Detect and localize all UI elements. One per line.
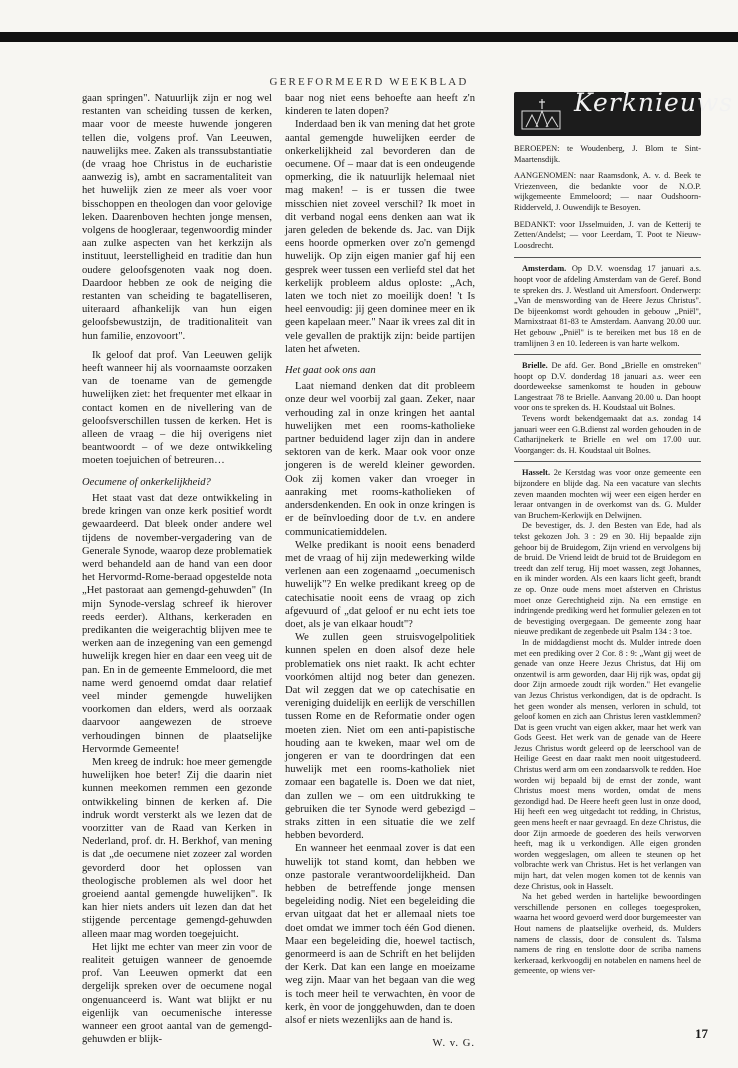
running-header: GEREFORMEERD WEEKBLAD <box>269 76 469 88</box>
section-heading: Oecumene of onkerkelijkheid? <box>82 476 211 488</box>
paragraph: Laat niemand denken dat dit probleem onze deur wel voorbij zal gaan. Zeker, naar verhouding zal in onze kringen het aantal huwelijken met een rooms-katholieke partner beduidend lager zijn dan in andere sektoren van de kerk. Maar ook voor onze jongeren is de wereld kleiner geworden. Ook zij komen vaker dan vroeger in aanraking met rooms-katholieken of andersdenkenden. En ook in onze kringen is er de beïnvloeding door de t.v. en andere communicatiemiddelen. <box>285 381 475 538</box>
news-text: De afd. Ger. Bond „Brielle en omstreken" hoopt op D.V. donderdag 18 januari a.s. weer een doordeweekse samenkomst te houden in gebouw Langestraat 78 te Brielle. Aanvang 20.00 u. Dan hoopt voor ons te spreken ds. H. Koudstaal uit Bolnes. <box>514 361 701 413</box>
news-item: AANGENOMEN: naar Raamsdonk, A. v. d. Beek te Vriezenveen, die bedankte voor de N.O.P. wijkgemeente Emmeloord; — naar Oudshoorn-Ridderveld, J. Ouwendijk te Besoyen. <box>514 171 701 212</box>
place-name: Amsterdam. <box>522 264 567 274</box>
kerknieuws-column <box>514 88 734 977</box>
divider <box>514 461 701 462</box>
news-item <box>514 361 701 414</box>
paragraph: Het staat vast dat deze ontwikkeling in brede kringen van onze kerk positief wordt gewaardeerd. Dat bleek onder andere wel tijdens de november-vergadering van de Generale Synode, waarop deze problematiek werd behandeld aan de hand van een door het Hervormd-Rome-beraad opgestelde nota „Het pastoraat aan gemengd-gehuwden" (In mijn Synode-verslag schreef ik hierover reeds eerder). Althans, kerkeraden en predikanten die weigerachtig blijven mee te werken aan de inzegening van een gemengd huwelijk kregen hier en daar een veeg uit de pan. En in de gemeente Emmeloord, die met name werd genoemd omdat daar relatief veel minder gemengde huwelijken voorkomen dan elders, werd als oorzaak daarvoor aangewezen de stroeve verhoudingen binnen de plaatselijke Hervormde Gemeente! <box>82 492 272 755</box>
paragraph: baar nog niet eens behoefte aan heeft z'n kinderen te laten dopen? <box>285 93 475 118</box>
section-heading: Het gaat ook ons aan <box>285 365 376 377</box>
news-text: 2e Kerstdag was voor onze gemeente een bijzondere en blijde dag. Na een vacature van slechts zeven maanden mochten wij weer een eigen herder en leraar ontvangen in de overkomst van ds. G. Mulder van Bruchem-Kerkwijk en Delwijnen. <box>514 468 702 520</box>
kerknieuws-banner <box>514 88 734 136</box>
paragraph: Het lijkt me echter van meer zin voor de realiteit getuigen wanneer de genoemde prof. Van Leeuwen opmerkt dat een dergelijk spreken over de oecumene nogal ongenuanceerd is. Want wat blijkt er nu eigenlijk van oecumenische interesse wanneer een groot aantal van de gemengd-gehuwden er blijk- <box>82 941 272 1046</box>
top-rule <box>0 32 738 42</box>
author-signature: W. v. G. <box>432 1038 475 1050</box>
place-name: Brielle. <box>522 361 548 371</box>
divider <box>514 257 701 258</box>
paragraph: Welke predikant is nooit eens benaderd met de vraag of hij zijn medewerking wilde verlenen aan een zogenaamd „oecumenisch huwelijk"? En welke predikant kreeg op de catechisatie nooit eens de vraag op zich afgevuurd of „dat geloof er nu echt iets toe doet, als je van elkaar houdt"? <box>285 539 475 630</box>
news-item: BEROEPEN: te Woudenberg, J. Blom te Sint-Maartensdijk. <box>514 144 701 164</box>
news-text: Op D.V. woensdag 17 januari a.s. hoopt voor de afdeling Amsterdam van de Geref. Bond te spreken drs. J. Westland uit Amersfoort. Onderwerp: „Van de menswording van de Heere Jezus Christus". De bijeenkomst wordt gehouden in gebouw „Pniël", Marnixstraat 81-83 te Amsterdam. Aanvang 20.00 uur. Het gebouw „Pniël" is te bereiken met bus 18 en de tramlijnen 3 en 10. Iedereen is van harte welkom. <box>514 264 701 348</box>
page-number: 17 <box>695 1026 708 1041</box>
paragraph: We zullen geen struisvogelpolitiek kunnen spelen en doen alsof deze hele problematiek ons niet raakt. Ik acht echter voorkómen altijd nog beter dan genezen. Dat wil zeggen dat we op catechisatie en vereniging duidelijk en eerlijk de verschillen tussen Rome en de Reformatie onder ogen moeten zien. Niet om een anti-papistische houding aan te kweken, maar wel om de jongeren er van te doordringen dat een huwelijk met een rooms-katholiek niet zomaar een bagatelle is. Doen we dat niet, dan zullen we – om een uitdrukking te gebruiken die ter Synode werd gebezigd – straks zitten in een situatie die we zelf hebben bevorderd. <box>285 632 475 842</box>
news-item: In de middagdienst mocht ds. Mulder intrede doen met een prediking over 2 Cor. 8 : 9: „Want gij weet de genade van onze Heere Jezus Christus, dat Hij om onzentwil is arm geworden, daar Hij rijk was, opdat gij door Zijn armoede zoudt rijk worden." Het evangelie van Jezus Christus verkondigen, dat is de opdracht. Is het geen wonder als mensen, verloren in schuld, tot geloof komen en zich aan Christus leren vastklemmen? Dat is geen vrucht van eigen akker, maar het werk van Gods Geest. Het werk van de genade van de Heere Jezus Christus wordt geleerd op de leerschool van de Heilige Geest en daar raakt men nooit uitgestudeerd. Christus werd arm om een zondaarsvolk te redden. Hoe worden wij bepaald bij de ernst der zonde, want Christus moest mens worden, omdat de mens gezondigd had. De Heere heeft geen lust in onze dood, Hij heeft een weg uitgedacht tot redding, in Christus, geen mens heeft er naar gevraagd. En deze Christus, die door Zijn armoede de goederen des heils verworven heeft, mag ik u verkondigen. Alle eigen gronden worden weggeslagen, om alleen te steunen op het volbrachte werk van Christus. Het is het verlangen van mijn hart, dat velen mogen komen tot de kennis van deze Christus, ook in Hasselt. <box>514 637 701 891</box>
paragraph: Inderdaad ben ik van mening dat het grote aantal gemengde huwelijken eerder de onkerkelijkheid zal bevorderen dan de oecumene. Of – maar dat is een ondeugende opmerking, die ik natuurlijk helemaal niet mag maken! – is er tussen die twee misschien niet zoveel verschil? Ik moet in dit verband nogal eens denken aan wat ik jaren geleden de bekende ds. Jac. van Dijk eens hoorde opmerken over zo'n gemengd huwelijk. Op zijn eigen manier gaf hij een gesprek weer tussen een verliefd stel dat het kerkelijk probleem aldus oploste: „Ach, laten we toch niet zo moeilijk doen! 't Is heel eenvoudig: jij geen dominee meer en ik geen kapelaan meer." Naar ik vrees zal dit in vele gevallen de praktijk zijn: beide partijen laten het afweten. <box>285 119 475 355</box>
column-2 <box>285 92 475 1050</box>
news-item <box>514 468 701 521</box>
news-item: BEDANKT: voor IJsselmuiden, J. van de Ketterij te Zetten/Andelst; — voor Leerdam, T. Poot te Nieuw-Loosdrecht. <box>514 219 701 250</box>
paragraph: Ik geloof dat prof. Van Leeuwen gelijk heeft wanneer hij als voornaamste oorzaken van de toename van de gemengde huwelijken ziet: het frequenter met elkaar in contact komen en de nivellering van de geloofsverschillen tussen de kerken. Het is alleen de vraag – die hij overigens niet beantwoordt – of we deze ontwikkeling moeten toejuichen of betreuren… <box>82 349 272 467</box>
news-item: Tevens wordt bekendgemaakt dat a.s. zondag 14 januari weer een G.B.dienst zal worden gehouden in de Catharijnekerk te Brielle en wel om 17.00 uur. Voorganger: ds. H. Koudstaal uit Bolnes. <box>514 414 701 455</box>
news-item: De bevestiger, ds. J. den Besten van Ede, had als tekst gekozen Joh. 3 : 29 en 30. Hij bepaalde zijn gehoor bij de Bruidegom, Zijn vriend en vervolgens bij de bruid. De Vriend leidt de bruid tot de Bruidegom en treedt dan zelf terug. Hij moet wassen, zegt Johannes, en ik minder worden. Als een kaars licht geeft, brandt ze op. Onze oude mens moet afsterven en Christus moet onze Gerechtigheid zijn. Na een ernstige en indringende prediking werd het formulier gelezen en tot de bevestiging overgegaan. De gemeente zong haar nieuwe predikant de zegenbede uit Psalm 134 : 3 toe. <box>514 521 701 637</box>
news-item: Na het gebed werden in hartelijke bewoordingen verschillende personen en colleges toegesproken, waarna het woord gevoerd werd door burgemeester van Hout namens de plaatselijke overheid, ds. Mulders namens de classis, door de consulent ds. Talsma namens de ring en tenslotte door de scriba namens kerkeraad, kerkvoogdij en notabelen en namens heel de gemeente, op wiens ver- <box>514 892 701 976</box>
paragraph: gaan springen". Natuurlijk zijn er nog wel restanten van scheiding tussen de kerken, maar voor de meeste huwende jongeren tellen die, volgens prof. Van Leeuwen, nauwelijks mee. Zaken als transsubstantiatie (de vraag hoe Christus in de eucharistie aanwezig is), ambt en sacramentaliteit van het huwelijk zien ze meer als voer voor bisschoppen en theologen dan voor gelovige leken. Daarenboven hechten jonge mensen, volgens de hoogleraar, tegenwoordig minder aan zulke aspecten van het kerkzijn als instituut, leerstelligheid en traditie dan hun oudere geloofsgenoten vaak nog doen. Daardoor hebben ze ook de neiging die restanten van scheiding te bagatelliseren, uiteraard afhankelijk van hun eigen geloofsbewustzijn, de traditionaliteit van hun familie, enzovoort". <box>82 93 272 342</box>
paragraph: En wanneer het eenmaal zover is dat een huwelijk tot stand komt, dan hebben we onze pastorale verantwoordelijkheid. Dan hebben de betreffende jonge mensen begeleiding nodig. Niet een begeleiding die ervan uitgaat dat het er allemaal niets toe doet omdat we immer toch één God dienen. Maar een begeleiding die, hoewel tactisch, genormeerd is aan de Schrift en het belijden der Kerk. Dat kan een lange en moeizame weg zijn. Maar van het begaan van die weg is toch meer heil te verwachten, èn voor de kerk, èn voor de jonggehuwden, dan te doen alsof er niets wezenlijks aan de hand is. <box>285 843 475 1027</box>
paragraph: Men kreeg de indruk: hoe meer gemengde huwelijken hoe beter! Zij die daarin niet kunnen meekomen remmen een gezonde ontwikkeling binnen de kerken af. Die indruk wordt versterkt als we lezen dat de voorzitter van de Raad van Kerken in Nederland, prof. dr. H. Berkhof, van mening is dat „de oecumene niet zozeer zal worden gevorderd door het oplossen van theologische problemen als wel door het groeiend aantal gemengde huwelijken". Ik kan hier niets anders uit lezen dan dat het stijgende percentage gemengd-gehuwden alleen maar mag worden toegejuicht. <box>82 756 272 940</box>
news-item <box>514 264 701 349</box>
banner-title: Kerknieuws <box>574 88 734 117</box>
church-emblem-icon <box>520 97 562 131</box>
place-name: Hasselt. <box>522 468 551 478</box>
divider <box>514 354 701 355</box>
column-1 <box>82 92 272 1046</box>
